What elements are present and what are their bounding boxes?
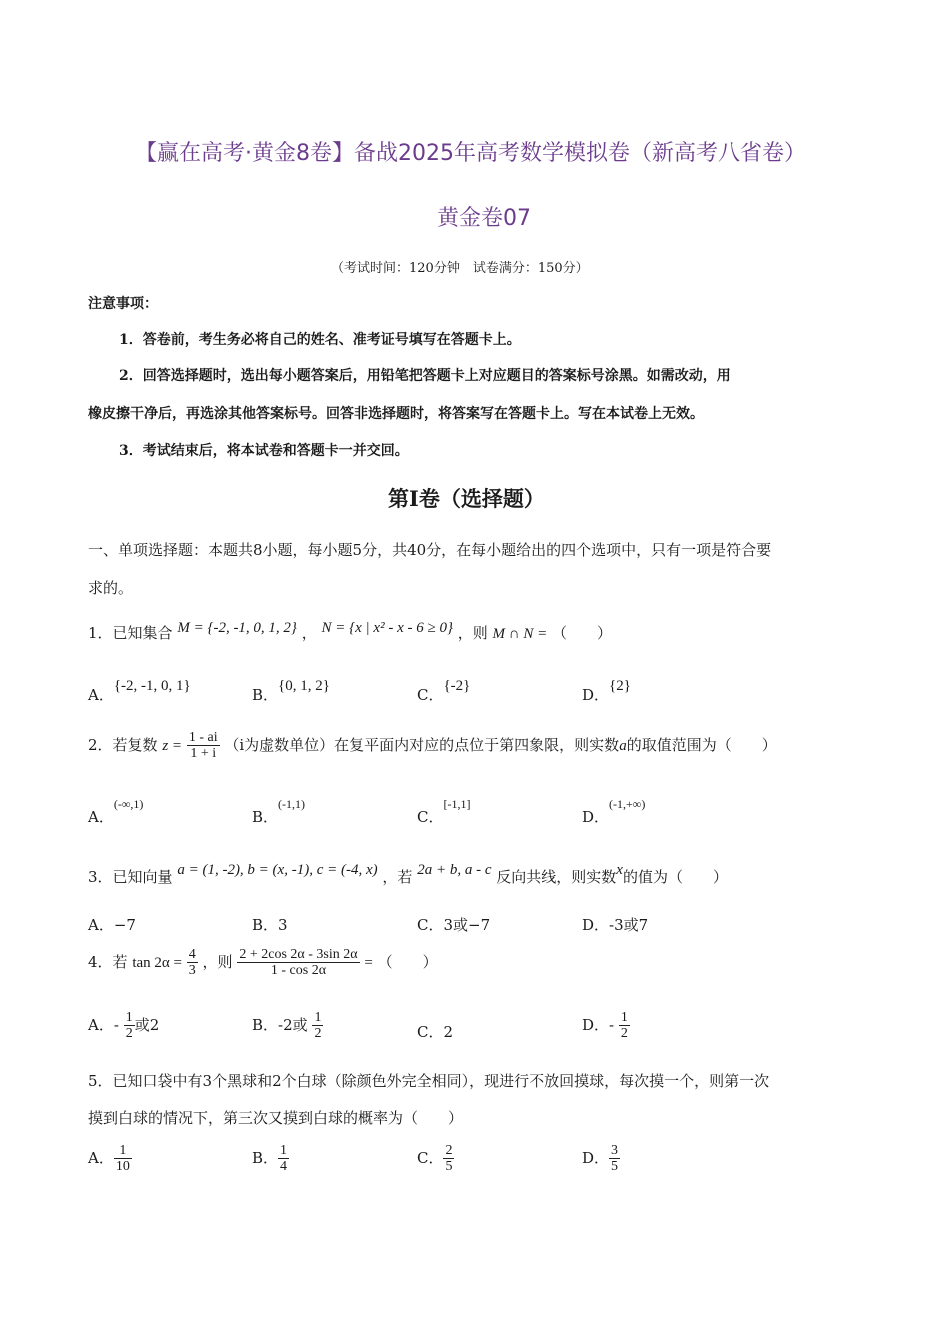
q2-prefix: 2．若复数 — [88, 735, 158, 754]
option-den: 2 — [314, 1026, 322, 1042]
notice-item-3: 3．考试结束后，将本试卷和答题卡一并交回。 — [119, 443, 409, 459]
option-label: A． — [88, 808, 114, 826]
question-4 — [88, 947, 438, 979]
q2-option-d — [582, 797, 646, 827]
option-value: [-1,1] — [443, 797, 471, 811]
q3-option-c — [417, 914, 490, 935]
option-post: 或2 — [134, 1015, 160, 1034]
option-den: 4 — [280, 1159, 288, 1175]
option-label: B． — [252, 808, 279, 826]
notice-item-2-cont: 橡皮擦干净后，再选涂其他答案标号。回答非选择题时，将答案写在答题卡上。写在本试卷上无效。 — [88, 406, 704, 422]
q2-text2: 的取值范围为（ ） — [626, 735, 777, 754]
option-label: B． — [252, 916, 279, 934]
q4-mid: ，则 — [202, 952, 233, 971]
q4-lhs: tan 2α = — [132, 954, 182, 971]
q2-text: （i为虚数单位）在复平面内对应的点位于第四象限，则实数 — [224, 735, 620, 754]
option-value: 3 — [278, 916, 288, 934]
q4-prefix: 4．若 — [88, 952, 128, 971]
option-label: A． — [88, 1015, 114, 1034]
q3-var: x — [616, 862, 623, 878]
option-label: A． — [88, 1148, 114, 1167]
option-label: D． — [582, 916, 610, 934]
section-intro-line2: 求的。 — [88, 579, 134, 597]
option-fraction — [278, 1143, 289, 1175]
option-label: D． — [582, 686, 610, 704]
q3-text: 反向共线，则实数 — [496, 868, 617, 886]
q2-var: a — [619, 737, 627, 754]
option-den: 5 — [445, 1159, 453, 1175]
option-value: -3或7 — [609, 916, 649, 934]
q2-z: z = — [162, 737, 183, 754]
option-value: {2} — [609, 678, 631, 694]
option-den: 2 — [620, 1026, 628, 1042]
option-label: C． — [417, 1023, 444, 1041]
notice-heading: 注意事项： — [88, 296, 158, 312]
option-num: 1 — [125, 1010, 133, 1025]
option-fraction — [609, 1143, 620, 1175]
q1-option-b — [252, 678, 330, 705]
q3-prefix: 3．已知向量 — [88, 868, 173, 886]
q4-option-c — [417, 1021, 453, 1042]
q2-fraction — [187, 730, 220, 762]
option-label: C． — [417, 808, 444, 826]
option-label: B． — [252, 686, 279, 704]
q4-lhs-den: 3 — [188, 963, 196, 979]
q3-text2: 的值为（ ） — [622, 868, 728, 886]
q3-vectors: a = (1, -2), b = (x, -1), c = (-4, x) — [177, 862, 378, 878]
option-fraction — [114, 1143, 132, 1175]
q4-option-d — [582, 1010, 630, 1042]
exam-info: （考试时间：120分钟 试卷满分：150分） — [331, 261, 589, 276]
option-label: D． — [582, 1015, 610, 1034]
q1-set-n: N = {x | x² - x - 6 ≥ 0} — [321, 620, 453, 636]
q3-combo: 2a + b, a - c — [417, 862, 492, 878]
option-pre: 2 — [443, 1023, 454, 1041]
question-5-line2: 摸到白球的情况下，第三次又摸到白球的概率为（ ） — [88, 1109, 464, 1127]
q3-option-d — [582, 914, 648, 935]
q2-option-b — [252, 797, 306, 827]
option-label: D． — [582, 1148, 610, 1167]
option-num: 3 — [611, 1143, 619, 1158]
q4-option-a — [88, 1010, 159, 1042]
option-value: (-1,1) — [278, 797, 306, 811]
option-den: 5 — [611, 1159, 619, 1175]
q2-fraction-den: 1 + i — [190, 746, 217, 762]
option-den: 10 — [115, 1159, 130, 1175]
option-fraction — [443, 1143, 454, 1175]
q4-fraction-den: 1 - cos 2α — [270, 963, 327, 979]
q4-option-b — [252, 1010, 323, 1042]
question-1 — [88, 622, 612, 643]
q1-option-c — [417, 678, 471, 705]
q3-sep: ，若 — [382, 868, 413, 886]
q4-lhs-fraction — [187, 947, 198, 979]
question-2 — [88, 730, 777, 762]
q4-lhs-num: 4 — [188, 947, 196, 962]
q5-option-b — [252, 1143, 289, 1175]
exam-title: 【赢在高考·黄金8卷】备战2025年高考数学模拟卷（新高考八省卷） — [135, 141, 806, 166]
option-num: 1 — [620, 1010, 628, 1025]
option-pre: - — [609, 1015, 615, 1034]
q4-eq: = — [364, 954, 373, 971]
option-den: 2 — [125, 1026, 133, 1042]
question-5-line1: 5．已知口袋中有3个黑球和2个白球（除颜色外完全相同），现进行不放回摸球，每次摸一个，则第一次 — [88, 1072, 770, 1090]
q2-option-a — [88, 797, 144, 827]
option-label: C． — [417, 916, 444, 934]
option-value: 3或−7 — [443, 916, 491, 934]
option-value: {-2, -1, 0, 1} — [113, 678, 191, 694]
q2-fraction-num: 1 - ai — [188, 730, 218, 745]
q4-fraction-num: 2 + 2cos 2α - 3sin 2α — [239, 947, 358, 962]
q5-option-c — [417, 1143, 454, 1175]
q1-sep: ， — [301, 624, 317, 642]
option-fraction — [619, 1010, 630, 1042]
option-label: C． — [417, 1148, 444, 1167]
option-value: (-∞,1) — [113, 797, 144, 811]
option-pre: - — [113, 1015, 119, 1034]
notice-item-2: 2．回答选择题时，选出每小题答案后，用铅笔把答题卡上对应题目的答案标号涂黑。如需改动，用 — [119, 368, 731, 384]
q5-option-a — [88, 1143, 132, 1175]
q1-expr: M ∩ N = — [492, 626, 548, 642]
option-num: 2 — [445, 1143, 453, 1158]
q3-option-a — [88, 914, 136, 935]
q1-option-d — [582, 678, 631, 705]
option-num: 1 — [314, 1010, 322, 1025]
option-pre: -2或 — [278, 1015, 308, 1034]
q1-set-m: M = {-2, -1, 0, 1, 2} — [177, 620, 297, 636]
q1-option-a — [88, 678, 191, 705]
section-title: 第I卷（选择题） — [388, 486, 545, 511]
option-label: A． — [88, 916, 114, 934]
q1-prefix: 1．已知集合 — [88, 624, 173, 642]
option-label: B． — [252, 1015, 279, 1034]
option-label: D． — [582, 808, 610, 826]
option-value: {-2} — [443, 678, 471, 694]
q1-mid: ，则 — [457, 624, 488, 642]
q1-blank: （ ） — [552, 624, 613, 642]
q2-option-c — [417, 797, 471, 827]
exam-subtitle: 黄金卷07 — [437, 206, 531, 231]
option-num: 1 — [114, 1143, 132, 1159]
question-3 — [88, 862, 728, 887]
option-label: B． — [252, 1148, 279, 1167]
q3-option-b — [252, 914, 288, 935]
section-intro-line1: 一、单项选择题：本题共8小题，每小题5分，共40分，在每小题给出的四个选项中，只有一项是符合要 — [88, 541, 772, 559]
option-value: −7 — [113, 916, 136, 934]
option-value: {0, 1, 2} — [278, 678, 330, 694]
q4-fraction — [237, 947, 359, 979]
option-value: (-1,+∞) — [609, 797, 646, 811]
option-num: 1 — [280, 1143, 288, 1158]
option-label: C． — [417, 686, 444, 704]
notice-item-1: 1．答卷前，考生务必将自己的姓名、准考证号填写在答题卡上。 — [119, 332, 521, 348]
option-fraction — [312, 1010, 323, 1042]
q5-option-d — [582, 1143, 620, 1175]
q4-blank: （ ） — [377, 952, 438, 971]
option-fraction — [124, 1010, 135, 1042]
option-label: A． — [88, 686, 114, 704]
